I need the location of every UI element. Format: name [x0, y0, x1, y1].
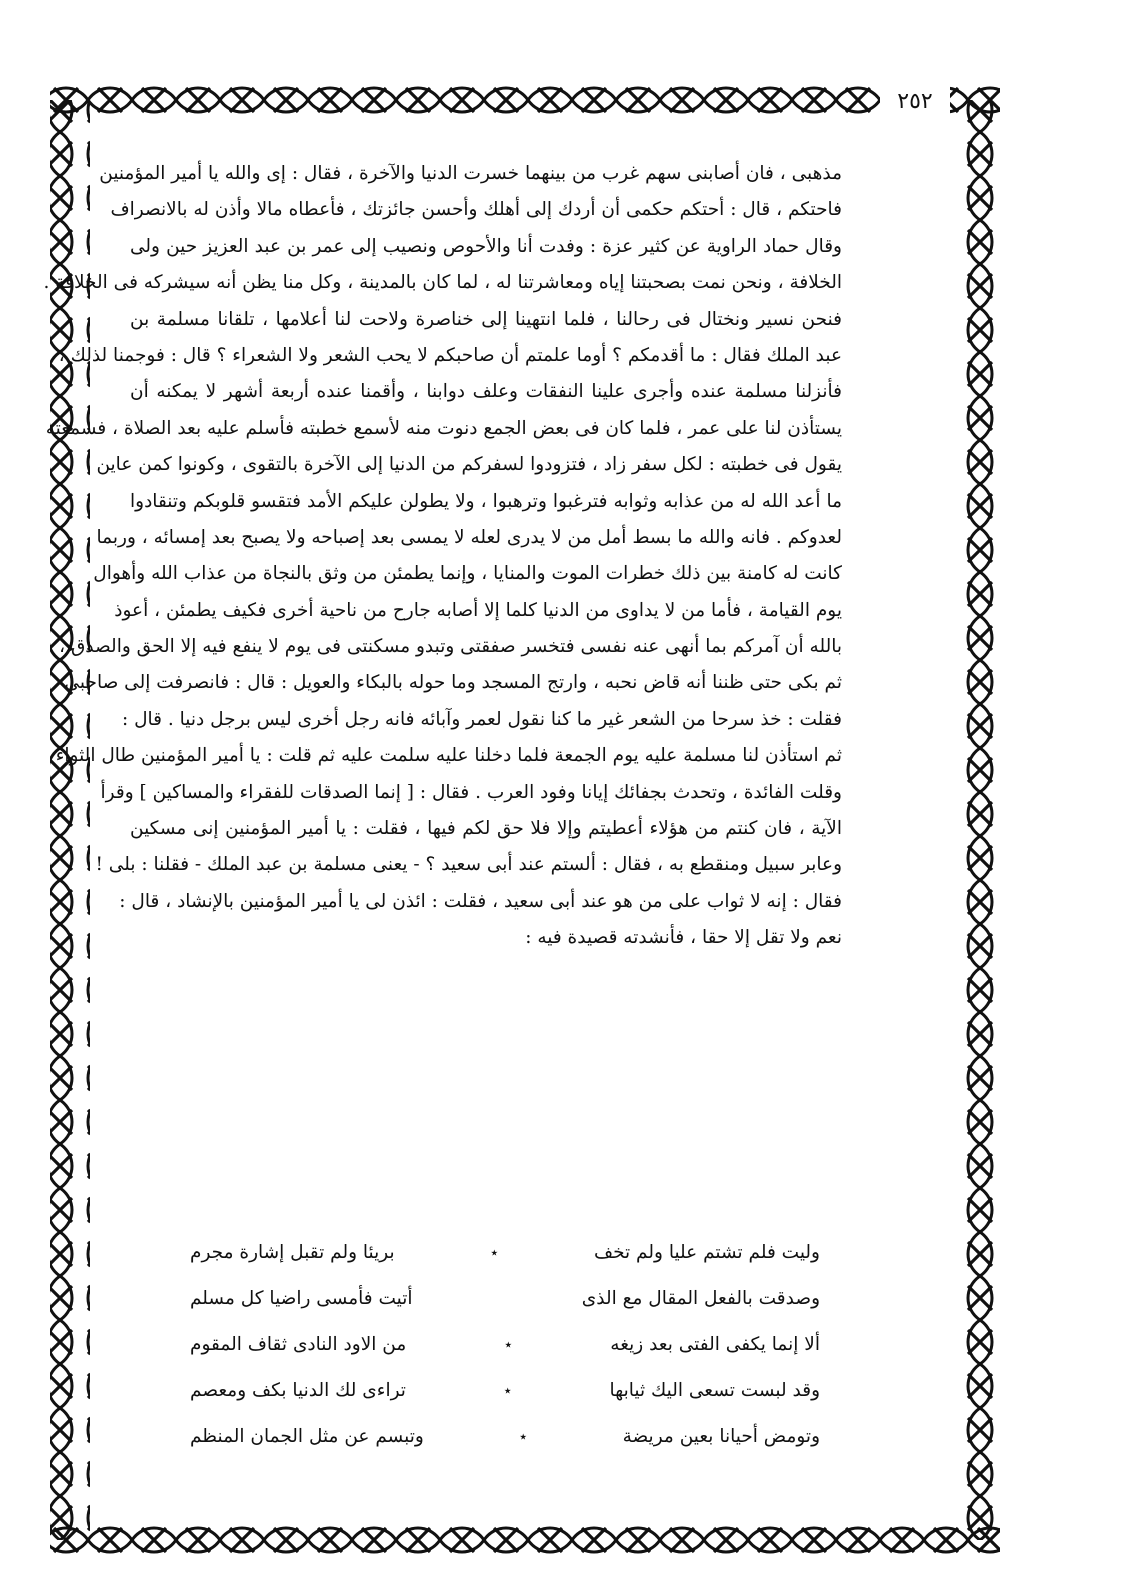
verse-separator: ٭ [503, 1383, 512, 1399]
text-line: عبد الملك فقال : ما أقدمكم ؟ أوما علمتم أن صاحبكم لا يحب الشعر ولا الشعراء ؟ قال : فوجمنا لذلك ، [58, 344, 842, 366]
text-line: يوم القيامة ، فأما من لا يداوى من الدنيا كلما إلا أصابه جارح من ناحية أخرى فكيف يطمئن ، أعوذ [114, 599, 842, 621]
text-line: الآية ، فان كنتم من هؤلاء أعطيتم وإلا فلا حق لكم فيها ، فقلت : يا أمير المؤمنين إنى مسكين [130, 818, 842, 840]
text-line: فقال : إنه لا ثواب على من هو عند أبى سعيد ، فقلت : ائذن لى يا أمير المؤمنين بالإنشاد ، قال : [119, 890, 842, 912]
verse-second-hemistich: من الاود النادى ثقاف المقوم [190, 1334, 407, 1355]
verse-first-hemistich: وليت فلم تشتم عليا ولم تخف [593, 1242, 820, 1263]
text-line: فاحتكم ، قال : أحتكم حكمى أن أردك إلى أهلك وأحسن جائزتك ، فأعطاه مالا وأذن له بالانصراف [110, 199, 842, 221]
body-text [43, 156, 842, 957]
poem-verse [190, 1322, 820, 1368]
verse-first-hemistich: وقد لبست تسعى اليك ثيابها [609, 1380, 820, 1401]
verse-second-hemistich: بريئا ولم تقبل إشارة مجرم [190, 1242, 395, 1263]
text-line: كانت له كامنة بين ذلك خطرات الموت والمنايا ، وإنما يطمئن من وثق بالنجاة من عذاب الله وأهوال [93, 563, 842, 585]
text-line: مذهبى ، فان أصابنى سهم غرب من بينهما خسرت الدنيا والآخرة ، فقال : إى والله يا أمير المؤمنين [99, 163, 842, 184]
poem-verse [190, 1230, 820, 1276]
text-line: وقال حماد الراوية عن كثير عزة : وفدت أنا والأحوص ونصيب إلى عمر بن عبد العزيز حين ولى [130, 235, 842, 257]
text-line: فأنزلنا مسلمة عنده وأجرى علينا النفقات وعلف دوابنا ، وأقمنا عنده أربعة أشهر لا يمكنه أن [130, 381, 842, 403]
text-line: يستأذن لنا على عمر ، فلما كان فى بعض الجمع دنوت منه لأسمع خطبته فأسلم عليه بعد الصلاة ، فسمعته [45, 417, 842, 439]
verse-second-hemistich: وتبسم عن مثل الجمان المنظم [190, 1426, 424, 1447]
page-number: ٢٥٢ [880, 84, 950, 120]
text-line: لعدوكم . فانه والله ما بسط أمل من لا يدرى لعله لا يمسى بعد إصباحه ولا يصبح بعد إمسائه ، وربما [96, 526, 842, 548]
text-line: الخلافة ، ونحن نمت بصحبتنا إياه ومعاشرتنا له ، لما كان بالمدينة ، وكل منا يظن أنه سيشركه فى الخلافة . [43, 272, 842, 294]
text-line: فقلت : خذ سرحا من الشعر غير ما كنا نقول لعمر وآبائه فانه رجل أخرى ليس برجل دنيا . قال : [121, 708, 842, 730]
poem-verse [190, 1276, 820, 1322]
text-line: ما أعد الله له من عذابه وثوابه فترغبوا وترهبوا ، ولا يطولن عليكم الأمد فتقسو قلوبكم وتنقادوا [130, 490, 842, 512]
poem-verse [190, 1414, 820, 1460]
verse-first-hemistich: وصدقت بالفعل المقال مع الذى [581, 1288, 820, 1309]
text-line: نعم ولا تقل إلا حقا ، فأنشدته قصيدة فيه : [525, 927, 842, 949]
text-line: فنحن نسير ونختال فى رحالنا ، فلما انتهينا إلى خناصرة ولاحت لنا أعلامها ، تلقانا مسلمة بن [130, 308, 842, 330]
text-line: وقلت الفائدة ، وتحدث بجفائك إيانا وفود العرب . فقال : [ إنما الصدقات للفقراء والمساكين ] وقرأ [100, 781, 842, 803]
verse-first-hemistich: وتومض أحيانا بعين مريضة [622, 1426, 820, 1447]
poem-verse [190, 1368, 820, 1414]
text-line: ثم استأذن لنا مسلمة عليه يوم الجمعة فلما دخلنا عليه سلمت عليه ثم قلت : يا أمير المؤمنين طال الثواء [55, 745, 842, 767]
verse-first-hemistich: ألا إنما يكفى الفتى بعد زيغه [610, 1334, 820, 1355]
verse-separator: ٭ [490, 1245, 499, 1261]
text-line: ثم بكى حتى ظننا أنه قاض نحبه ، وارتج المسجد وما حوله بالبكاء والعويل : قال : فانصرفت إلى صاحبى [64, 672, 842, 694]
text-line: وعابر سبيل ومنقطع به ، فقال : ألستم عند أبى سعيد ؟ - يعنى مسلمة بن عبد الملك - فقلنا : بلى ! [95, 854, 842, 876]
text-line: يقول فى خطبته : لكل سفر زاد ، فتزودوا لسفركم من الدنيا إلى الآخرة بالتقوى ، وكونوا كمن عاين [96, 454, 842, 476]
verse-separator: ٭ [504, 1337, 513, 1353]
verse-separator: ٭ [519, 1429, 528, 1445]
verse-second-hemistich: تراءى لك الدنيا بكف ومعصم [190, 1380, 406, 1401]
poem [190, 1230, 820, 1460]
verse-second-hemistich: أتيت فأمسى راضيا كل مسلم [190, 1288, 413, 1309]
text-line: بالله أن آمركم بما أنهى عنه نفسى فتخسر صفقتى وتبدو مسكنتى فى يوم لا ينفع فيه إلا الحق والصدق ، [59, 636, 842, 658]
